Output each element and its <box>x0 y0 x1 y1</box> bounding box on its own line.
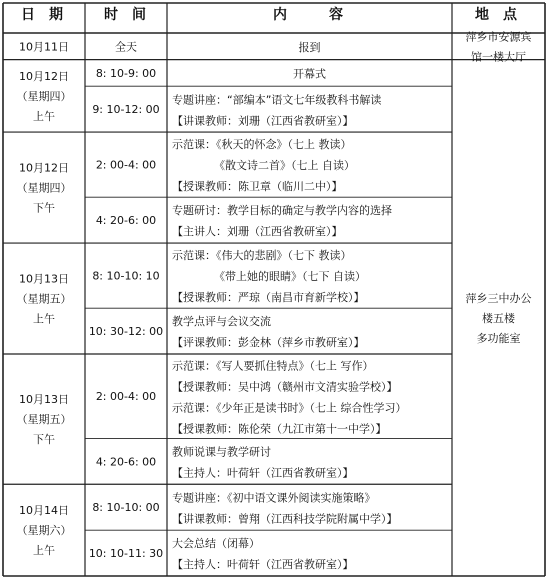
content-line: 示范课：《伟大的悲剧》（七下 教读） <box>172 249 352 263</box>
date-cell: （星期五） <box>16 292 72 306</box>
table-grid <box>3 3 545 576</box>
place-cell: 萍乡三中办公 <box>465 291 532 305</box>
content-line: 开幕式 <box>293 67 326 81</box>
date-cell: （星期四） <box>16 181 72 195</box>
time-cell: 8: 10-9: 00 <box>95 66 157 80</box>
date-cell: 10月13日 <box>19 272 69 286</box>
place-cell: 馆一楼大厅 <box>471 50 526 64</box>
content-line: 《散文诗二首》（七上 自读） <box>214 159 355 173</box>
content-line: 专题讲座：《初中语文课外阅读实施策略》 <box>172 491 376 505</box>
table-header <box>21 6 518 23</box>
date-cell: （星期四） <box>16 89 72 103</box>
date-cell: 10月14日 <box>19 504 69 518</box>
time-cell: 全天 <box>115 40 137 54</box>
content-line: 【授课教师：吴中鸿（赣州市文清实验学校）】 <box>172 380 398 394</box>
content-line: 示范课：《秋天的怀念》（七上 教读） <box>172 138 352 152</box>
content-line: 【讲课教师：曾翔（江西科技学院附属中学）】 <box>172 512 398 526</box>
time-cell: 4: 20-6: 00 <box>95 214 157 228</box>
time-cell: 8: 10-10: 00 <box>92 501 160 515</box>
place-cell: 多功能室 <box>476 331 521 345</box>
time-cell: 10: 10-11: 30 <box>88 547 164 561</box>
date-cell: 下午 <box>33 433 55 447</box>
time-cell: 9: 10-12: 00 <box>92 103 160 117</box>
header-content: 内 容 <box>273 7 343 23</box>
time-cell: 10: 30-12: 00 <box>88 325 164 339</box>
date-cell: 下午 <box>33 201 55 215</box>
header-place: 地 点 <box>475 7 517 23</box>
content-line: 示范课：《写人要抓住特点》（七上 写作） <box>172 359 374 373</box>
date-cell: 10月12日 <box>19 161 69 175</box>
content-line: 示范课：《少年正是读书时》（七上 综合性学习） <box>172 401 407 415</box>
place-cell: 萍乡市安源宾 <box>465 30 532 44</box>
date-cell: 上午 <box>33 312 55 326</box>
date-cell: 10月12日 <box>19 69 69 83</box>
time-cell: 8: 10-10: 10 <box>92 269 160 283</box>
content-line: 【讲课教师：刘珊（江西省教研室）】 <box>172 114 354 128</box>
place-cell: 楼五楼 <box>482 311 515 325</box>
content-line: 【授课教师：严琼（南昌市育新学校）】 <box>172 291 365 305</box>
content-line: 《带上她的眼睛》（七下 自读） <box>214 270 366 284</box>
content-line: 教学点评与会议交流 <box>172 315 271 329</box>
content-line: 【授课教师：陈伦荣（九江市第十一中学）】 <box>172 422 387 436</box>
date-cell: 10月13日 <box>19 393 69 407</box>
date-cell: 上午 <box>33 109 55 123</box>
date-cell: （星期六） <box>16 524 72 538</box>
content-line: 【主讲人：刘珊（江西省教研室）】 <box>172 225 343 239</box>
content-line: 专题研讨：教学目标的确定与教学内容的选择 <box>172 204 392 218</box>
content-line: 教师说课与教学研讨 <box>172 445 271 459</box>
header-time: 时 间 <box>104 7 146 23</box>
date-cell: （星期五） <box>16 413 72 427</box>
content-line: 专题讲座：“部编本”语文七年级教科书解读 <box>172 93 382 107</box>
table-body <box>17 29 532 571</box>
date-cell: 10月11日 <box>19 40 69 54</box>
content-line: 【评课教师：彭金林（萍乡市教研室）】 <box>172 336 365 350</box>
time-cell: 4: 20-6: 00 <box>95 455 157 469</box>
content-line: 【主持人：叶荷轩（江西省教研室）】 <box>172 558 354 572</box>
content-line: 报到 <box>298 40 321 54</box>
time-cell: 2: 00-4: 00 <box>95 390 157 404</box>
date-cell: 上午 <box>33 544 55 558</box>
content-line: 【授课教师：陈卫章（临川二中）】 <box>172 180 343 194</box>
header-date: 日 期 <box>21 7 63 23</box>
content-line: 大会总结（闭幕） <box>172 537 260 551</box>
time-cell: 2: 00-4: 00 <box>95 158 157 172</box>
content-line: 【主持人：叶荷轩（江西省教研室）】 <box>172 466 354 480</box>
